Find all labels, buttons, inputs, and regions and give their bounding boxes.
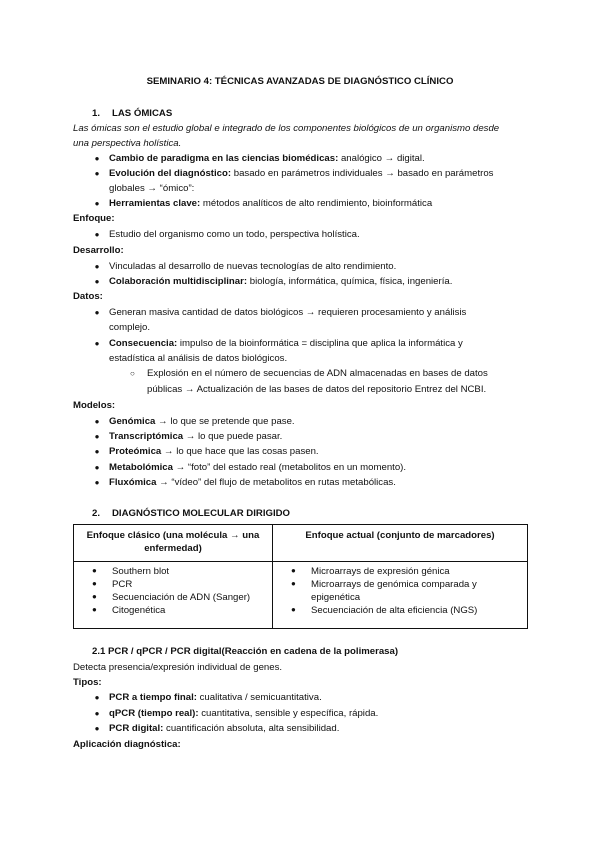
list-item: Evolución del diagnóstico: basado en parámetros individuales → basado en parámetros xyxy=(109,168,494,179)
list-item: Generan masiva cantidad de datos biológicos → requieren procesamiento y análisis xyxy=(109,307,467,318)
bullet-icon: ● xyxy=(94,478,100,487)
table-header-current: Enfoque actual (conjunto de marcadores) xyxy=(273,525,528,562)
tipos-label: Tipos: xyxy=(73,677,102,688)
list-item: Cambio de paradigma en las ciencias biomédicas: analógico → digital. xyxy=(109,153,425,164)
enfoque-label: Enfoque: xyxy=(73,213,115,224)
bullet-icon: ● xyxy=(94,169,100,178)
table-list-item: ● PCR xyxy=(92,579,133,590)
modelo-item: Fluxómica → “vídeo” del flujo de metabolitos en rutas metabólicas. xyxy=(109,477,396,488)
sub-list-item: Explosión en el número de secuencias de ADN almacenadas en bases de datos xyxy=(147,368,488,379)
table-header-classic: Enfoque clásico (una molécula → una enfermedad) xyxy=(74,525,273,562)
table-cell-current xyxy=(273,562,528,629)
bullet-icon: ● xyxy=(94,199,100,208)
tipo-item: qPCR (tiempo real): cuantitativa, sensible y específica, rápida. xyxy=(109,708,379,719)
list-item-continuation: complejo. xyxy=(109,322,151,333)
section-1-intro-line-2: una perspectiva holística. xyxy=(73,138,182,149)
bullet-icon: ● xyxy=(94,339,100,348)
document-title: SEMINARIO 4: TÉCNICAS AVANZADAS DE DIAGNÓSTICO CLÍNICO xyxy=(146,76,454,87)
tipo-item: PCR a tiempo final: cualitativa / semicuantitativa. xyxy=(109,692,322,703)
bullet-icon: ● xyxy=(94,693,100,702)
bullet-icon: ● xyxy=(94,154,100,163)
table-list-item: ● Secuenciación de alta eficiencia (NGS) xyxy=(291,605,478,616)
bullet-icon: ● xyxy=(94,417,100,426)
table-header-row xyxy=(74,525,528,562)
list-item: Vinculadas al desarrollo de nuevas tecnologías de alto rendimiento. xyxy=(109,261,397,272)
modelo-item: Metabolómica → “foto” del estado real (metabolitos en un momento). xyxy=(109,462,407,473)
list-item: Herramientas clave: métodos analíticos de alto rendimiento, bioinformática xyxy=(109,198,433,209)
datos-label: Datos: xyxy=(73,291,103,302)
list-item: Colaboración multidisciplinar: biología, informática, química, física, ingeniería. xyxy=(109,276,453,287)
section-2-1-heading: 2.1 PCR / qPCR / PCR digital(Reacción en cadena de la polimerasa) xyxy=(92,646,399,657)
list-item-continuation: estadística al análisis de datos biológicos. xyxy=(109,353,288,364)
circle-bullet-icon: ○ xyxy=(130,369,135,378)
bullet-icon: ● xyxy=(94,724,100,733)
bullet-icon: ● xyxy=(94,447,100,456)
modelo-item: Genómica → lo que se pretende que pase. xyxy=(109,416,295,427)
list-item-continuation: globales → “ómico”: xyxy=(109,183,195,194)
table-row xyxy=(74,562,528,629)
sub-list-item-continuation: públicas → Actualización de las bases de datos del repositorio Entrez del NCBI. xyxy=(147,384,487,395)
aplicacion-label: Aplicación diagnóstica: xyxy=(73,739,181,750)
tipo-item: PCR digital: cuantificación absoluta, alta sensibilidad. xyxy=(109,723,340,734)
modelo-item: Proteómica → lo que hace que las cosas pasen. xyxy=(109,446,319,457)
bullet-icon: ● xyxy=(94,432,100,441)
modelos-label: Modelos: xyxy=(73,400,116,411)
table-list-item: ● Microarrays de expresión génica xyxy=(291,566,450,577)
section-1-heading: 1. LAS ÓMICAS xyxy=(92,108,173,119)
desarrollo-label: Desarrollo: xyxy=(73,245,124,256)
table-list-item: ● Microarrays de genómica comparada y xyxy=(291,579,477,590)
section-1-intro-line-1: Las ómicas son el estudio global e integrado de los componentes biológicos de un organismo desde xyxy=(73,123,500,134)
table-list-item: ● Southern blot xyxy=(92,566,170,577)
table-list-item: ● Citogenética xyxy=(92,605,166,616)
table-list-item-continuation: epigenética xyxy=(311,592,361,603)
list-item: Estudio del organismo como un todo, perspectiva holística. xyxy=(109,229,360,240)
modelo-item: Transcriptómica → lo que puede pasar. xyxy=(109,431,283,442)
table-list-item: ● Secuenciación de ADN (Sanger) xyxy=(92,592,251,603)
table-cell-classic xyxy=(74,562,273,629)
bullet-icon: ● xyxy=(94,262,100,271)
bullet-icon: ● xyxy=(94,709,100,718)
bullet-icon: ● xyxy=(94,308,100,317)
list-item: Consecuencia: impulso de la bioinformática = disciplina que aplica la informática y xyxy=(109,338,463,349)
bullet-icon: ● xyxy=(94,230,100,239)
section-2-1-intro: Detecta presencia/expresión individual de genes. xyxy=(73,662,283,673)
comparison-table xyxy=(73,524,528,629)
bullet-icon: ● xyxy=(94,277,100,286)
bullet-icon: ● xyxy=(94,463,100,472)
section-2-heading: 2. DIAGNÓSTICO MOLECULAR DIRIGIDO xyxy=(92,508,291,519)
